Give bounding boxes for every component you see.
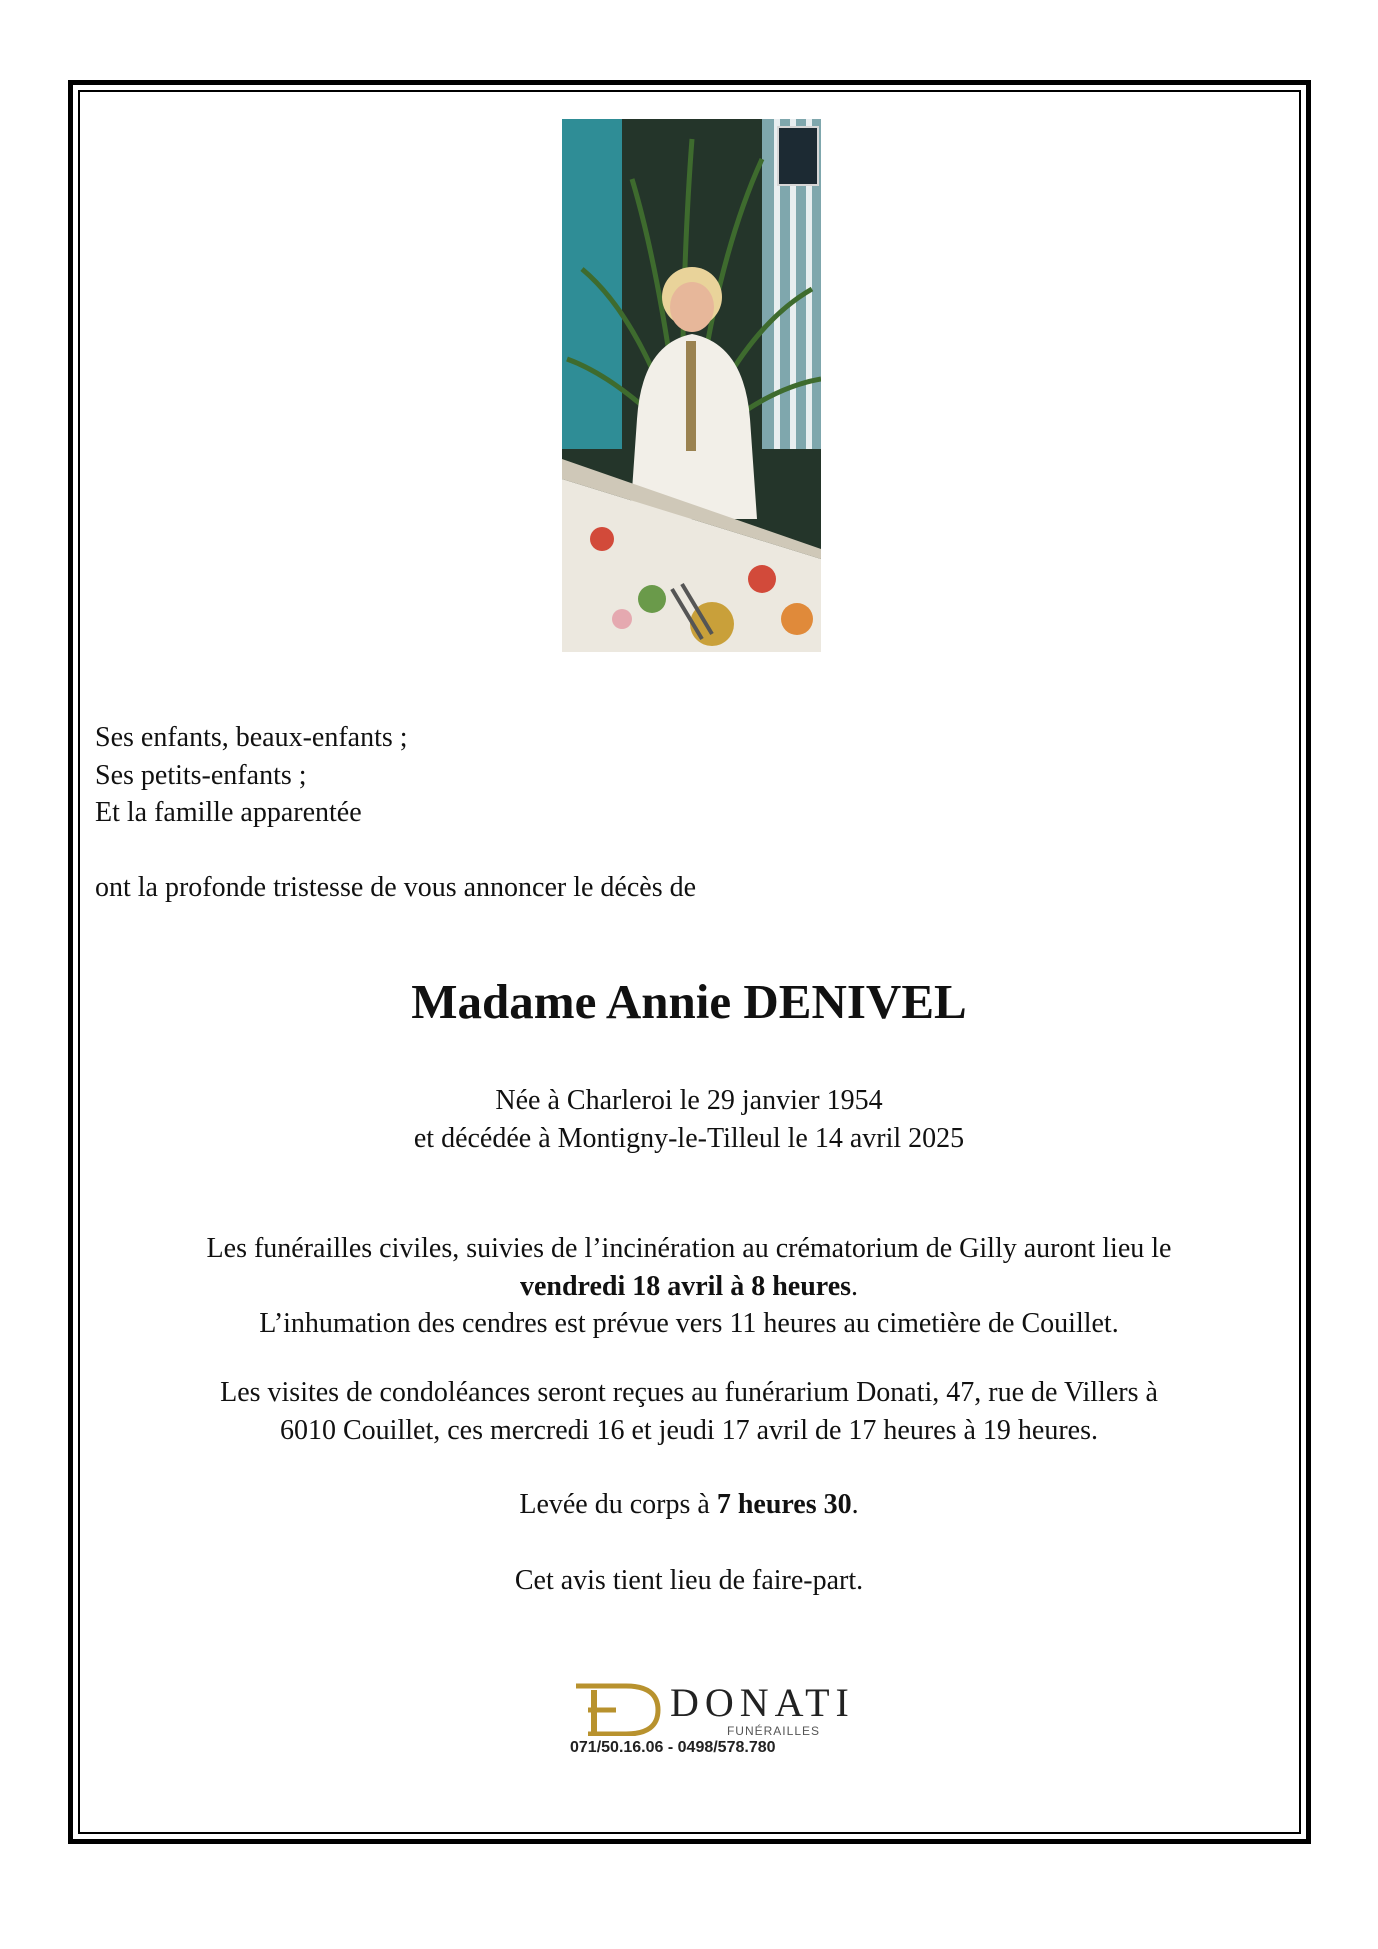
portrait-photo bbox=[562, 119, 821, 652]
visit-details bbox=[0, 1374, 1378, 1449]
funeral-line-1: Les funérailles civiles, suivies de l’incinération au crématorium de Gilly auront lieu le bbox=[206, 1233, 1172, 1264]
notice-line: Cet avis tient lieu de faire-part. bbox=[514, 1565, 864, 1596]
family-line-relatives: Et la famille apparentée bbox=[95, 797, 362, 828]
levee-prefix: Levée du corps à bbox=[519, 1489, 717, 1520]
family-lines bbox=[95, 719, 995, 832]
funeral-line-2 bbox=[0, 1268, 1378, 1306]
birth-line: Née à Charleroi le 29 janvier 1954 bbox=[495, 1085, 883, 1116]
visit-line-2: 6010 Couillet, ces mercredi 16 et jeudi 17 avril de 17 heures à 19 heures. bbox=[280, 1414, 1098, 1446]
levee-line bbox=[0, 1486, 1378, 1524]
levee-time: 7 heures 30 bbox=[716, 1489, 852, 1520]
logo-subtitle: FUNÉRAILLES bbox=[726, 1724, 820, 1738]
funeral-details bbox=[0, 1230, 1378, 1343]
funeral-date-end: . bbox=[851, 1270, 859, 1302]
family-line-children: Ses enfants, beaux-enfants ; bbox=[95, 722, 408, 753]
donati-monogram-icon bbox=[558, 1680, 668, 1736]
family-line-grandchildren: Ses petits-enfants ; bbox=[95, 759, 307, 791]
deceased-name: Madame Annie DENIVEL bbox=[411, 974, 967, 1029]
portrait-illustration bbox=[562, 119, 821, 652]
logo-phone-numbers: 071/50.16.06 - 0498/578.780 bbox=[570, 1739, 776, 1756]
funeral-line-3: L’inhumation des cendres est prévue vers 11 heures au cimetière de Couillet. bbox=[259, 1308, 1119, 1339]
visit-line-1: Les visites de condoléances seront reçues au funérarium Donati, 47, rue de Villers à bbox=[220, 1377, 1158, 1408]
funeral-date: vendredi 18 avril à 8 heures bbox=[519, 1270, 852, 1302]
logo-word: DONATI bbox=[670, 1680, 855, 1725]
donati-logo bbox=[558, 1680, 855, 1760]
levee-suffix: . bbox=[851, 1489, 859, 1520]
life-dates bbox=[0, 1082, 1378, 1157]
death-line: et décédée à Montigny-le-Tilleul le 14 avril 2025 bbox=[413, 1122, 965, 1154]
announcement-intro: ont la profonde tristesse de vous annoncer le décès de bbox=[95, 872, 697, 903]
